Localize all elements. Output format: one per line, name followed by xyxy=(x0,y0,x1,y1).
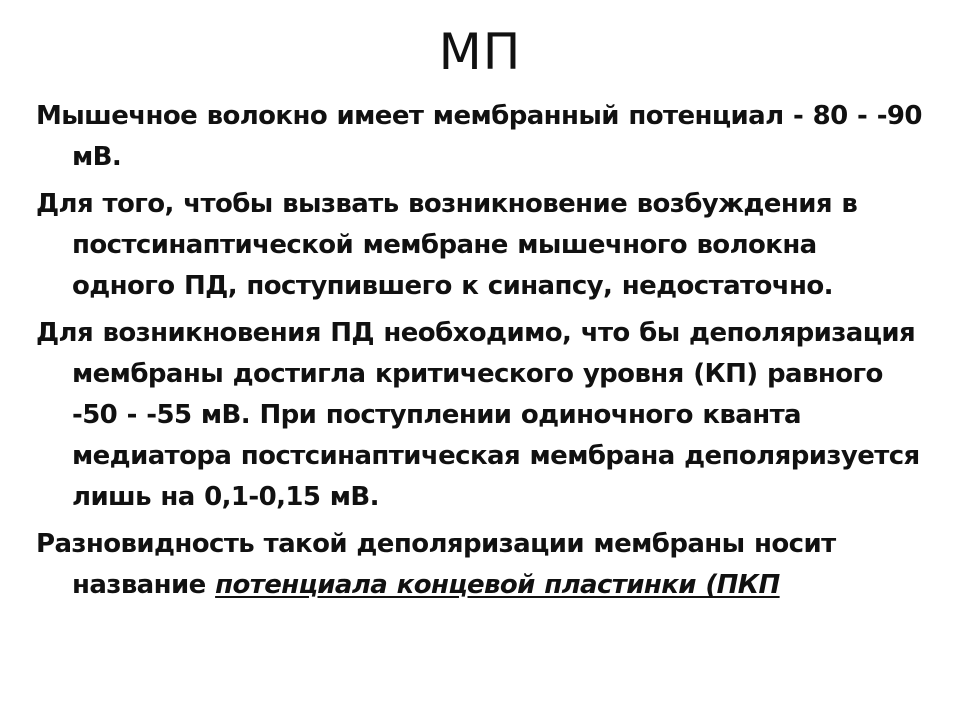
paragraph-end-plate-potential xyxy=(36,524,926,606)
slide-title: МП xyxy=(438,23,522,81)
paragraph-critical-level: Для возникновения ПД необходимо, что бы деполяризация мембраны достигла критического уровня (КП) равного -50 - -55 мВ. При поступлении одиночного кванта медиатора постсинаптическая мембрана деполяризуется лишь на 0,1-0,15 мВ. xyxy=(36,318,920,512)
paragraph-end-plate-lead: Разновидность такой деполяризации мембраны носит название xyxy=(36,529,836,600)
slide-body xyxy=(36,96,926,612)
paragraph-single-ap-insufficient: Для того, чтобы вызвать возникновение возбуждения в постсинаптической мембране мышечного волокна одного ПД, поступившего к синапсу, недостаточно. xyxy=(36,189,858,301)
end-plate-potential-term: потенциала концевой пластинки (ПКП xyxy=(215,570,780,600)
paragraph-membrane-potential: Мышечное волокно имеет мембранный потенциал - 80 - -90 мВ. xyxy=(36,101,922,172)
